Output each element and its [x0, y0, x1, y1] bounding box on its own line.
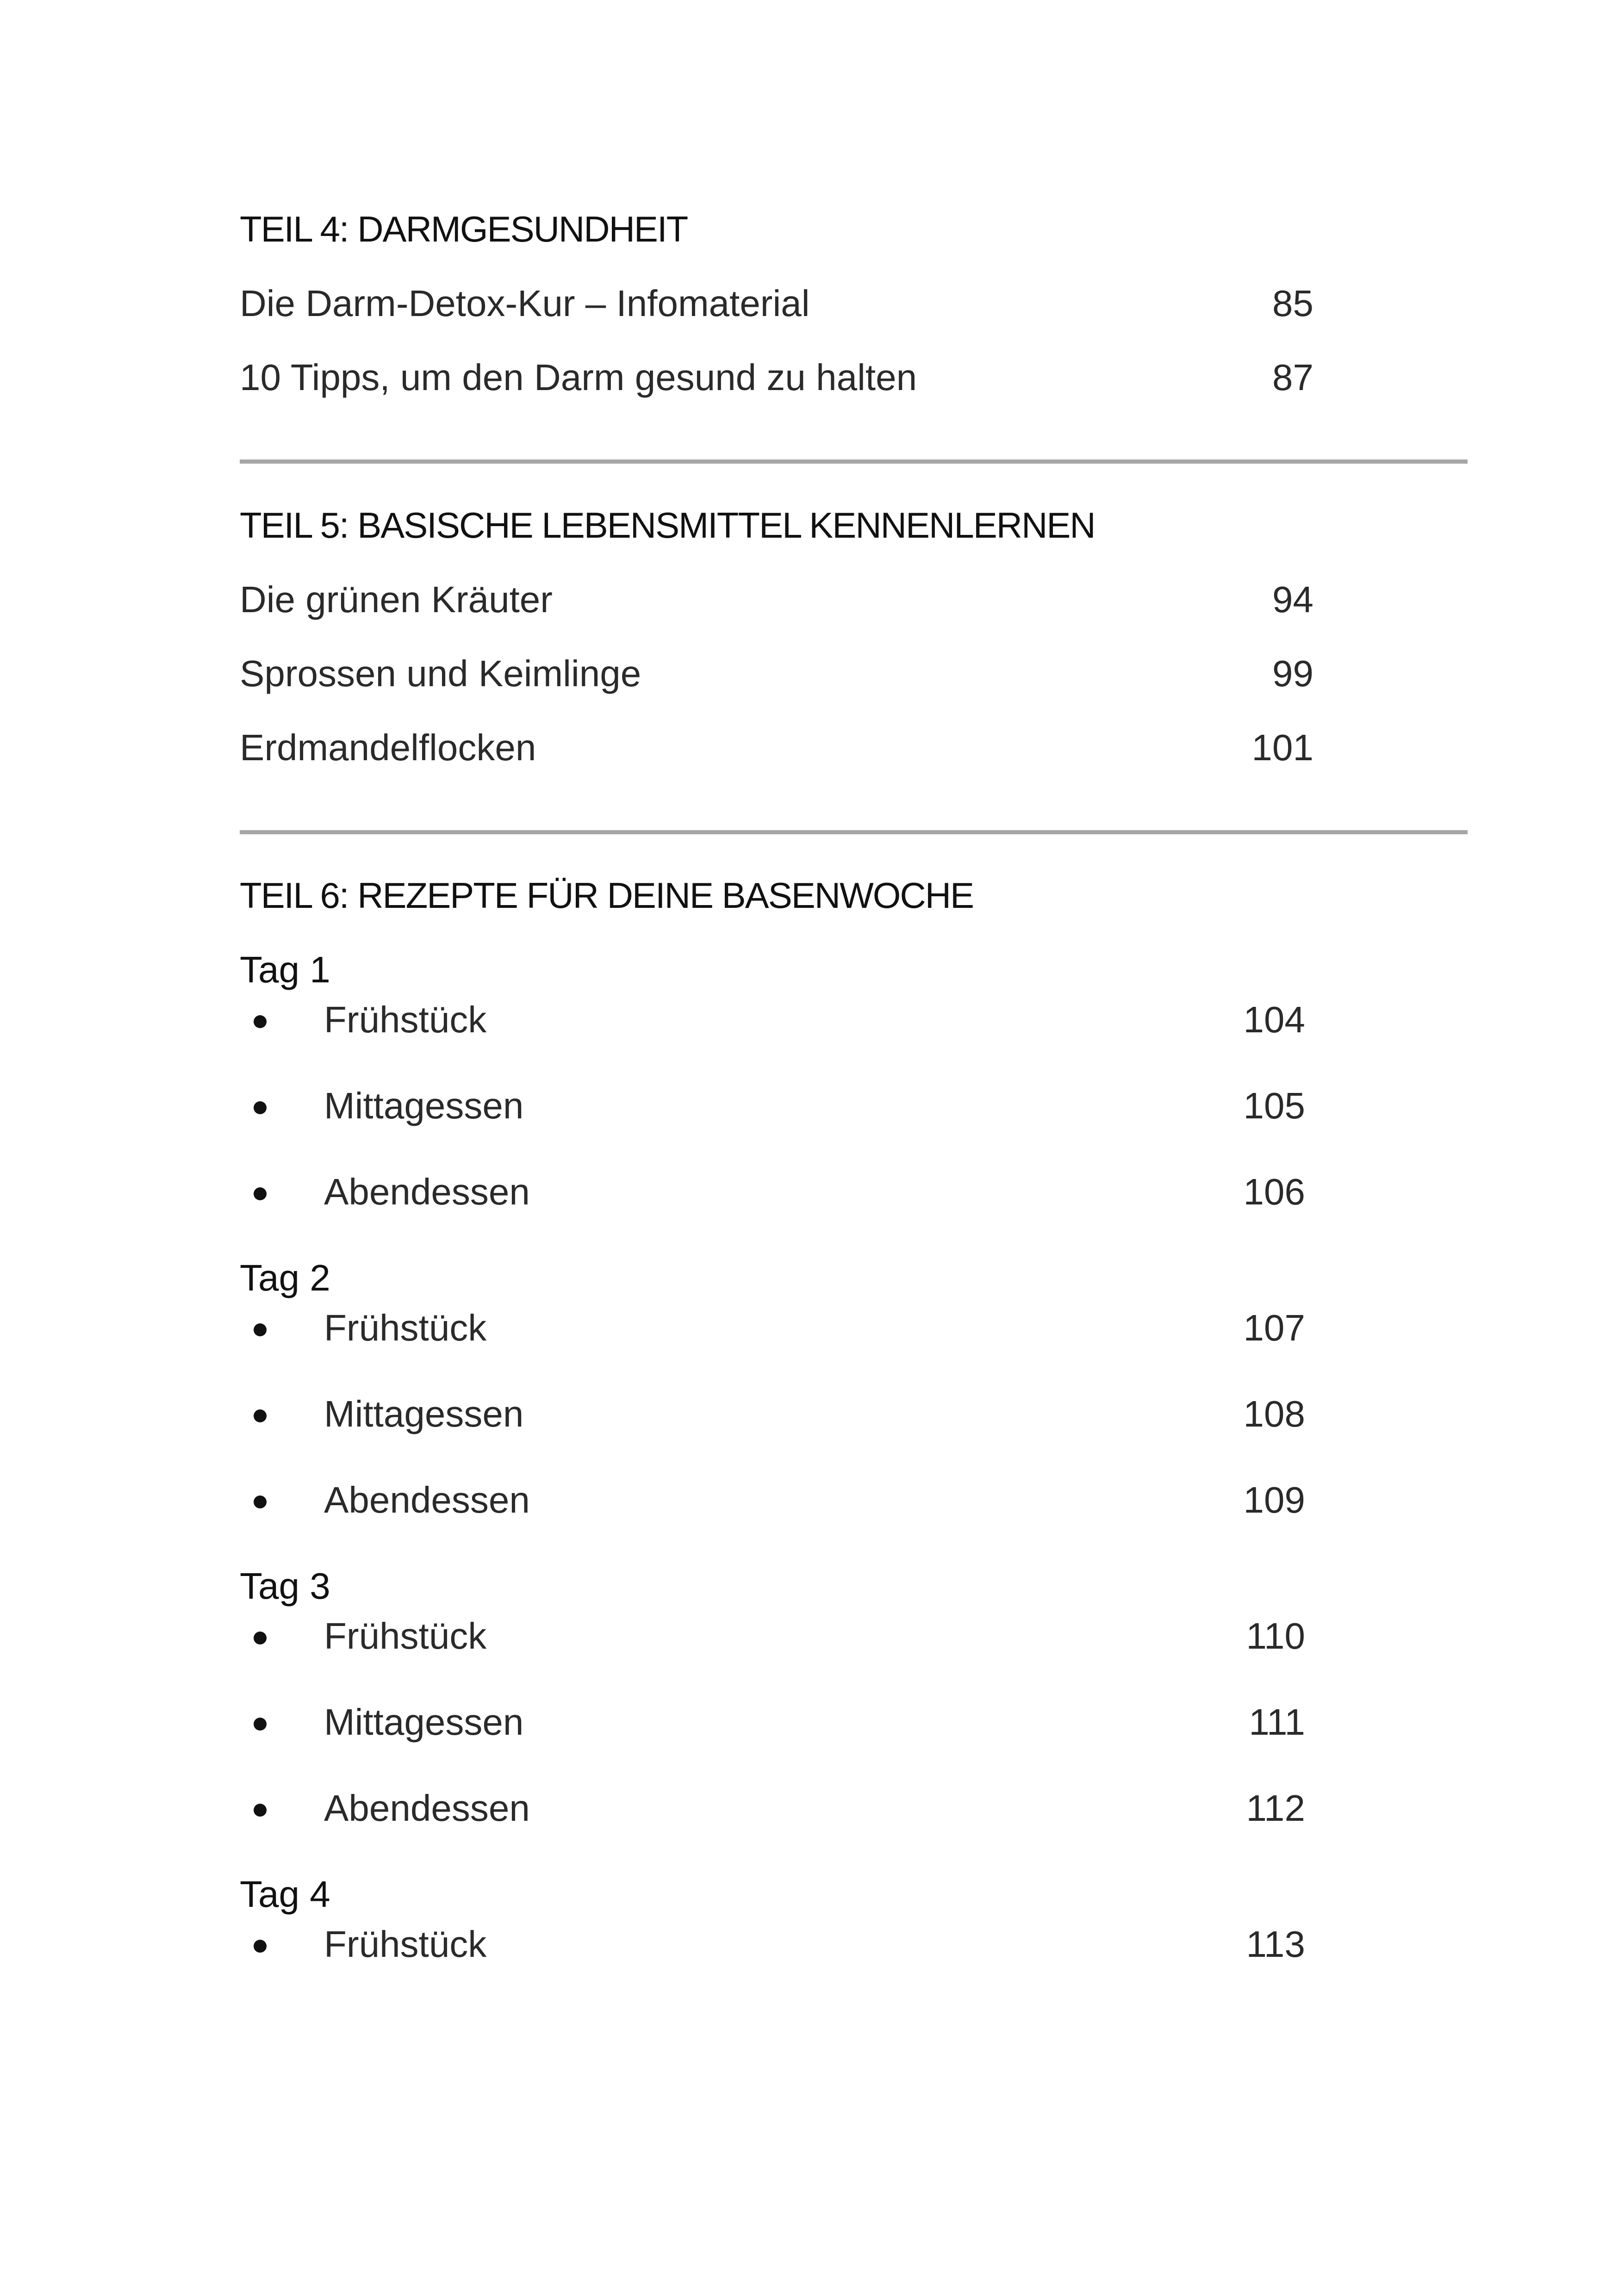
meal-page: 108 — [1243, 1393, 1305, 1434]
meal-entry[interactable] — [240, 1615, 1305, 1659]
meal-page: 104 — [1243, 999, 1305, 1040]
bullet-icon — [254, 1323, 267, 1336]
meal-entry[interactable] — [240, 1787, 1305, 1831]
section-divider — [240, 459, 1468, 464]
toc-entry-page: 87 — [1272, 357, 1313, 398]
bullet-icon — [254, 1940, 267, 1953]
meal-label: Abendessen — [324, 1787, 530, 1829]
toc-entry-page: 101 — [1251, 727, 1313, 768]
toc-entry-page: 85 — [1272, 283, 1313, 324]
bullet-icon — [254, 1101, 267, 1114]
day-title-tag2: Tag 2 — [240, 1257, 330, 1298]
bullet-icon — [254, 1632, 267, 1644]
toc-entry-label: Sprossen und Keimlinge — [240, 653, 641, 694]
meal-label: Frühstück — [324, 999, 487, 1040]
meal-page: 106 — [1243, 1171, 1305, 1212]
toc-entry[interactable] — [240, 359, 1313, 401]
toc-entry-page: 99 — [1272, 653, 1313, 694]
meal-page: 109 — [1243, 1479, 1305, 1520]
meal-label: Frühstück — [324, 1615, 487, 1657]
toc-entry[interactable] — [240, 729, 1313, 771]
meal-page: 107 — [1243, 1307, 1305, 1348]
toc-entry[interactable] — [240, 655, 1313, 697]
meal-entry[interactable] — [240, 1087, 1305, 1129]
meal-label: Abendessen — [324, 1479, 530, 1520]
toc-entry-label: Erdmandelflocken — [240, 727, 536, 768]
toc-entry-page: 94 — [1272, 579, 1313, 620]
meal-page: 113 — [1246, 1924, 1305, 1965]
meal-label: Frühstück — [324, 1924, 487, 1965]
meal-entry[interactable] — [240, 1001, 1305, 1043]
meal-label: Abendessen — [324, 1171, 530, 1212]
bullet-icon — [254, 1187, 267, 1200]
bullet-icon — [254, 1804, 267, 1817]
meal-entry[interactable] — [240, 1173, 1305, 1215]
meal-entry[interactable] — [240, 1479, 1305, 1523]
meal-page: 105 — [1243, 1085, 1305, 1126]
meal-entry[interactable] — [240, 1393, 1305, 1437]
day-title-tag3: Tag 3 — [240, 1565, 330, 1607]
meal-label: Mittagessen — [324, 1085, 524, 1126]
toc-entry-label: Die grünen Kräuter — [240, 579, 553, 620]
day-title-tag4: Tag 4 — [240, 1874, 330, 1915]
meal-label: Mittagessen — [324, 1701, 524, 1743]
section-title-teil4: TEIL 4: DARMGESUNDHEIT — [240, 209, 688, 249]
toc-entry-label: Die Darm-Detox-Kur – Infomaterial — [240, 283, 810, 324]
bullet-icon — [254, 1718, 267, 1731]
meal-entry[interactable] — [240, 1309, 1305, 1351]
bullet-icon — [254, 1496, 267, 1508]
meal-page: 112 — [1246, 1787, 1305, 1829]
meal-page: 111 — [1249, 1701, 1305, 1743]
toc-entry[interactable] — [240, 285, 1313, 327]
bullet-icon — [254, 1015, 267, 1028]
meal-label: Frühstück — [324, 1307, 487, 1348]
day-title-tag1: Tag 1 — [240, 949, 330, 990]
meal-entry[interactable] — [240, 1926, 1305, 1967]
toc-entry[interactable] — [240, 581, 1313, 623]
toc-entry-label: 10 Tipps, um den Darm gesund zu halten — [240, 357, 917, 398]
section-divider — [240, 830, 1468, 834]
meal-label: Mittagessen — [324, 1393, 524, 1434]
meal-entry[interactable] — [240, 1701, 1305, 1745]
section-title-teil5: TEIL 5: BASISCHE LEBENSMITTEL KENNENLERNEN — [240, 505, 1095, 546]
section-title-teil6: TEIL 6: REZEPTE FÜR DEINE BASENWOCHE — [240, 875, 974, 916]
meal-page: 110 — [1246, 1615, 1305, 1657]
bullet-icon — [254, 1409, 267, 1422]
